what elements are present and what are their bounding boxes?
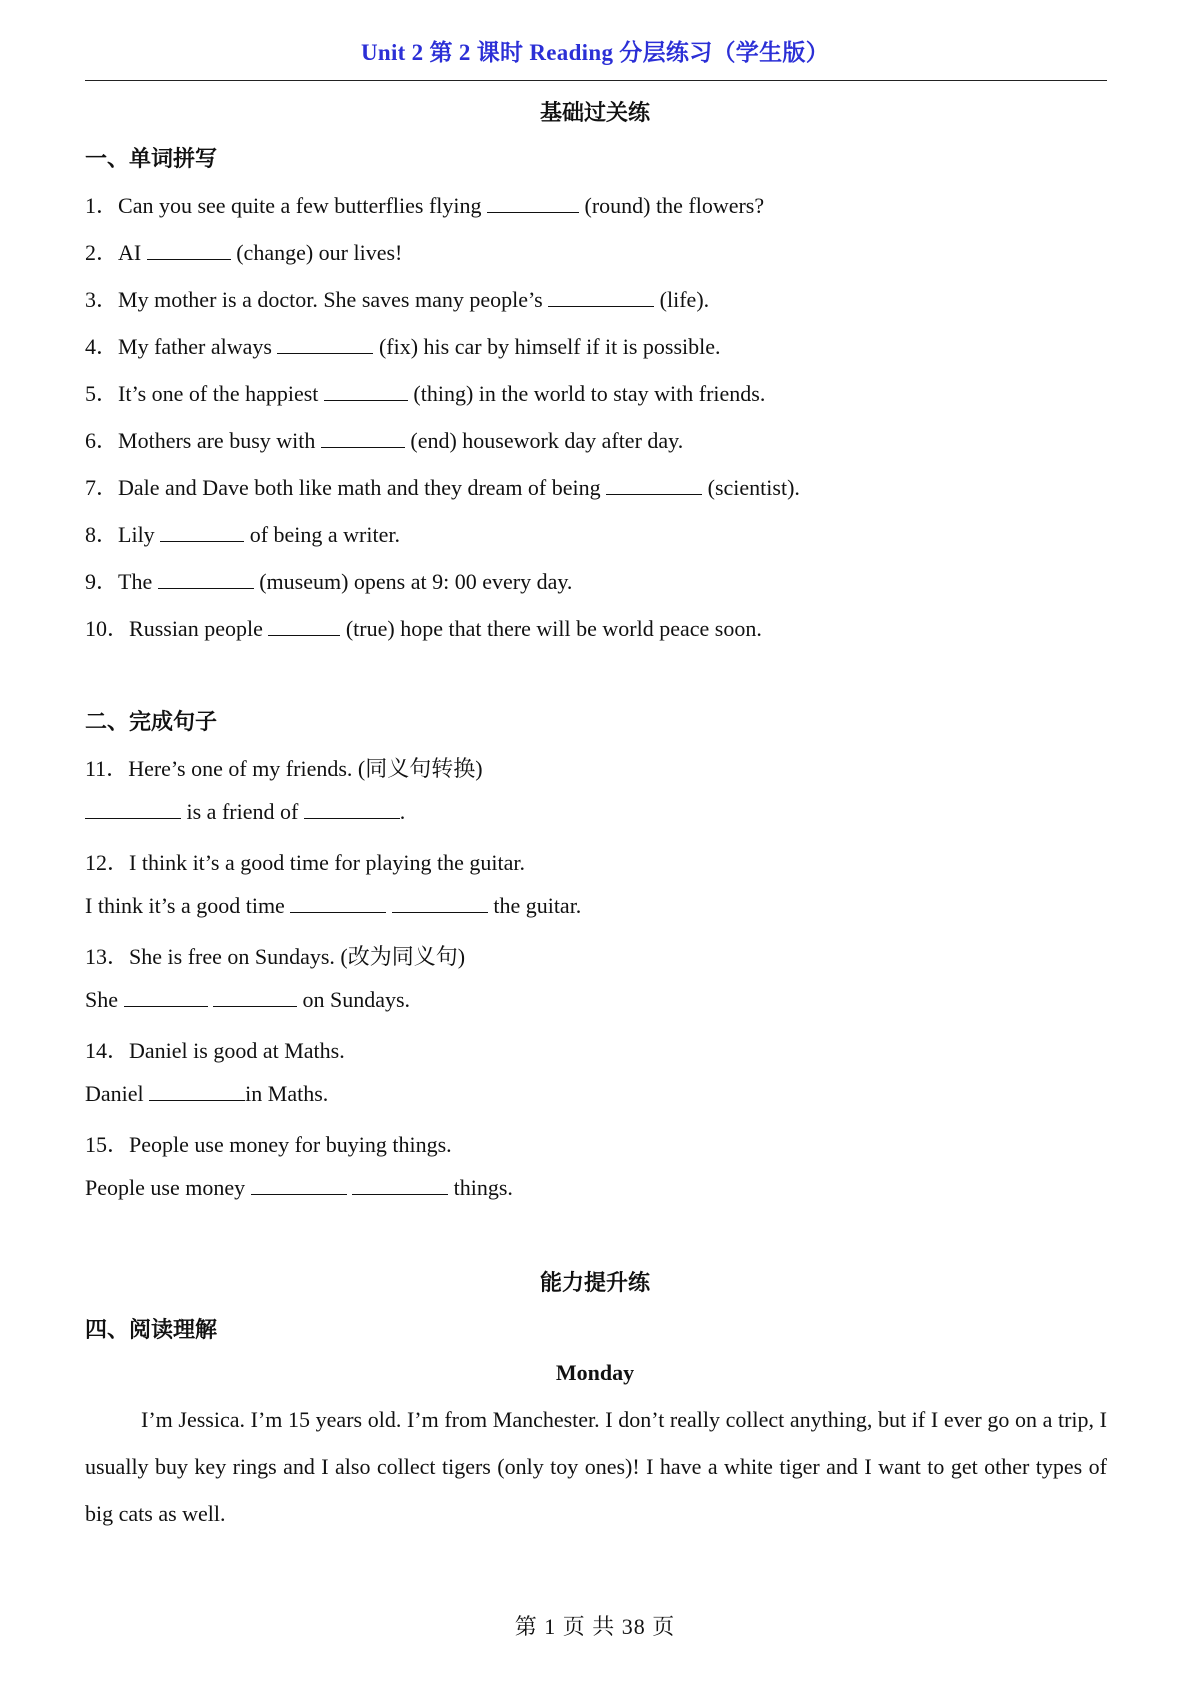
question-12: 12．I think it’s a good time for playing the guitar.	[85, 850, 525, 875]
part-advanced-heading: 能力提升练	[539, 1270, 650, 1295]
question-7: 7．Dale and Dave both like math and they dream of being (scientist).	[85, 475, 800, 500]
section1-heading: 一、单词拼写	[85, 146, 218, 171]
answer-14: Daniel in Maths.	[85, 1081, 329, 1106]
header-title: Unit 2 第 2 课时 Reading 分层练习（学生版）	[360, 40, 830, 65]
question-1: 1．Can you see quite a few butterflies flying (round) the flowers?	[85, 193, 765, 218]
question-4: 4．My father always (fix) his car by himself if it is possible.	[85, 334, 721, 359]
question-11: 11．Here’s one of my friends. (同义句转换)	[85, 756, 483, 781]
question-6: 6．Mothers are busy with (end) housework day after day.	[85, 428, 684, 453]
question-13: 13．She is free on Sundays. (改为同义句)	[85, 944, 466, 969]
page-footer: 第 1 页 共 38 页	[514, 1614, 676, 1639]
passage-paragraph: I’m Jessica. I’m 15 years old. I’m from Manchester. I don’t really collect anything, but if I ever go on a trip, I usually buy key rings and I also collect tigers (only toy ones)! I have a white tiger and I want to get other types of big cats as well.	[85, 1407, 1107, 1526]
question-2: 2．AI (change) our lives!	[85, 240, 403, 265]
question-8: 8．Lily of being a writer.	[85, 522, 400, 547]
question-9: 9．The (museum) opens at 9: 00 every day.	[85, 569, 573, 594]
answer-15: People use money things.	[85, 1175, 513, 1200]
header-rule	[85, 80, 1107, 81]
passage-title: Monday	[555, 1360, 635, 1385]
part-basic-heading: 基础过关练	[539, 100, 650, 125]
answer-13: She on Sundays.	[85, 987, 411, 1012]
answer-12: I think it’s a good time the guitar.	[85, 893, 582, 918]
section4-heading: 四、阅读理解	[85, 1317, 218, 1342]
question-10: 10．Russian people (true) hope that there will be world peace soon.	[85, 616, 762, 641]
question-3: 3．My mother is a doctor. She saves many people’s (life).	[85, 287, 710, 312]
question-15: 15．People use money for buying things.	[85, 1132, 452, 1157]
section2-heading: 二、完成句子	[85, 709, 218, 734]
question-5: 5．It’s one of the happiest (thing) in the world to stay with friends.	[85, 381, 766, 406]
answer-11: is a friend of .	[85, 799, 405, 825]
question-14: 14．Daniel is good at Maths.	[85, 1038, 345, 1063]
